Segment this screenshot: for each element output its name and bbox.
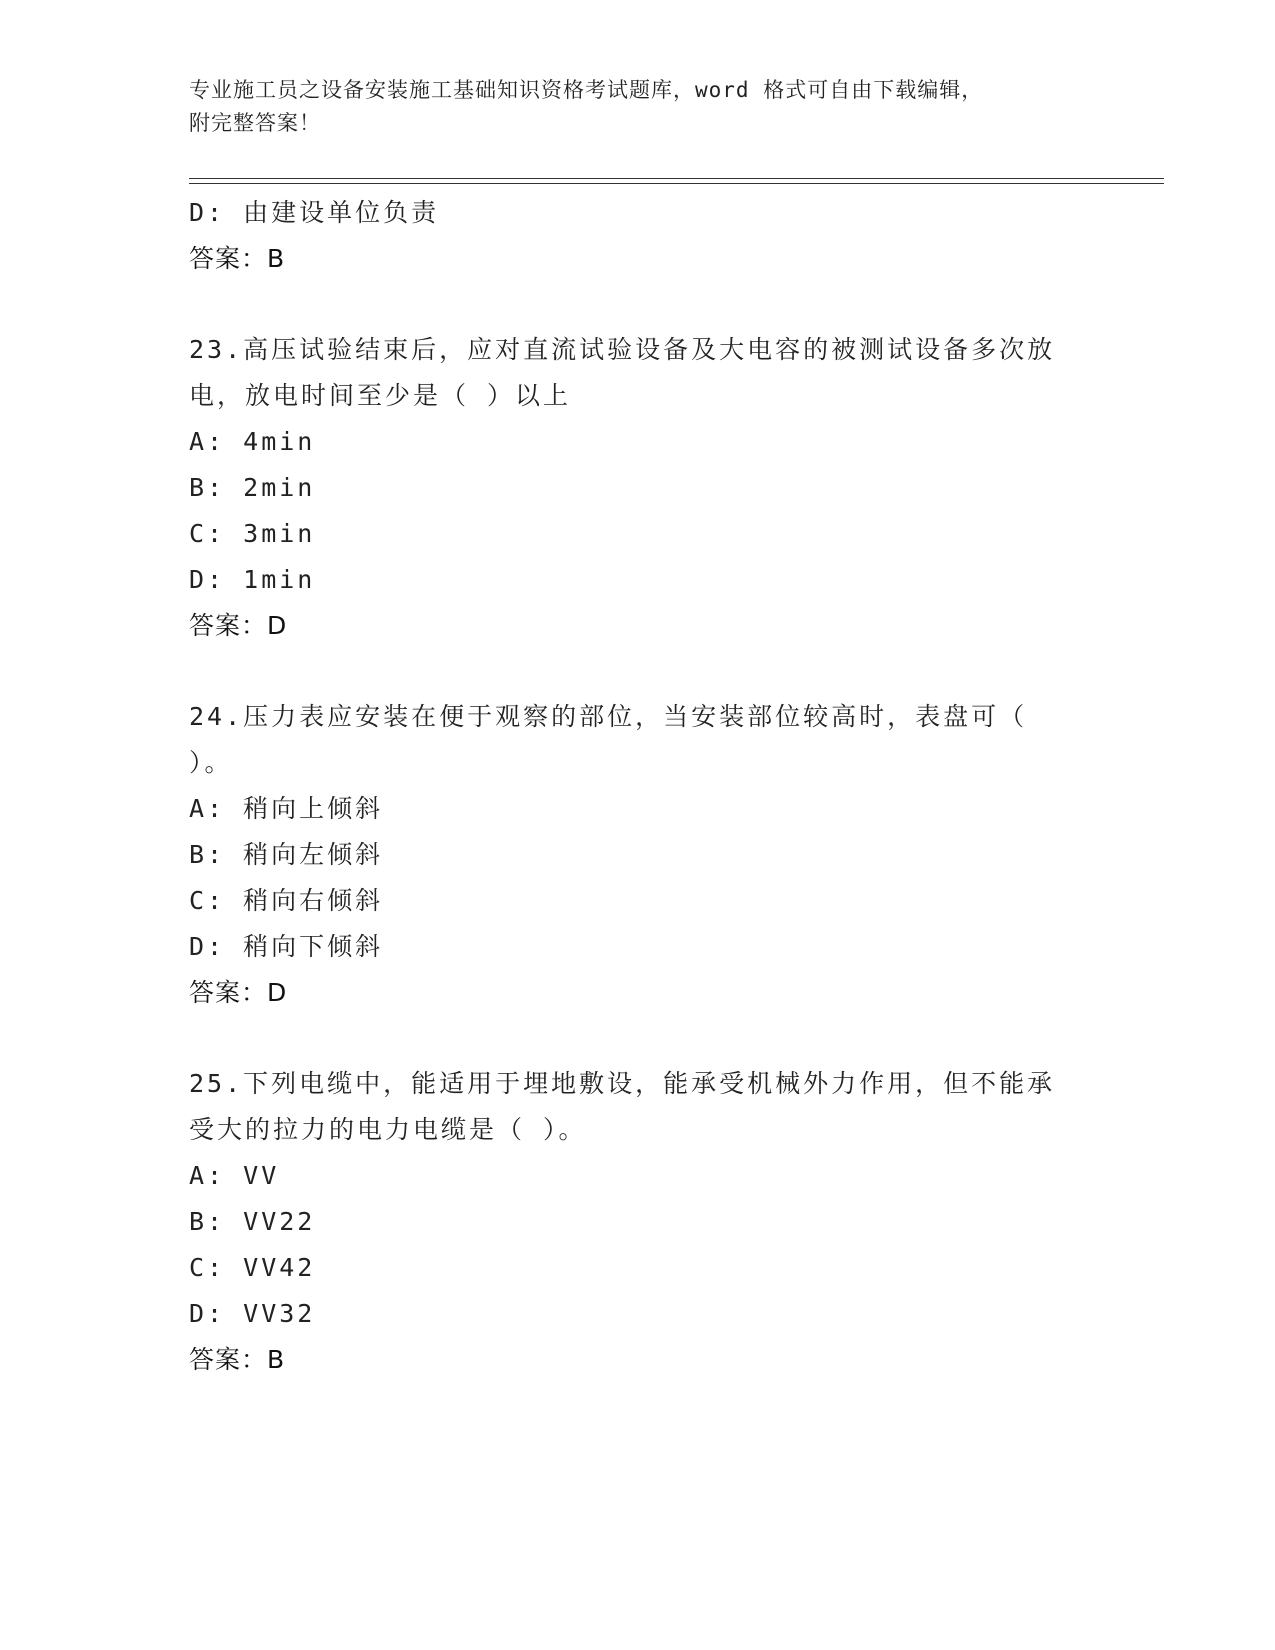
- option-d: D: 1min: [189, 565, 316, 594]
- carryover-option-d: D: 由建设单位负责: [189, 198, 440, 227]
- question-stem-line: 23.高压试验结束后，应对直流试验设备及大电容的被测试设备多次放: [189, 335, 1056, 364]
- spacer: [189, 282, 1089, 327]
- question-block: [189, 1061, 1089, 1383]
- option-a: A: 4min: [189, 427, 316, 456]
- question-stem-line: 24.压力表应安装在便于观察的部位，当安装部位较高时，表盘可（: [189, 702, 1028, 731]
- question-stem-line: ）。: [189, 748, 233, 777]
- question-content: [189, 190, 1089, 1383]
- option-b: B: 2min: [189, 473, 316, 502]
- option-c: C: 稍向右倾斜: [189, 886, 384, 915]
- document-header: [189, 74, 1089, 140]
- header-divider-bottom: [189, 183, 1164, 184]
- option-a: A: VV: [189, 1161, 280, 1190]
- header-line-2: 附完整答案！: [189, 111, 321, 135]
- header-divider-top: [189, 178, 1164, 179]
- answer-line: 答案：D: [189, 611, 288, 640]
- answer-line: 答案：D: [189, 978, 288, 1007]
- question-stem-line: 电，放电时间至少是（ ）以上: [189, 381, 572, 410]
- option-d: D: VV32: [189, 1299, 316, 1328]
- carryover-answer: 答案：B: [189, 244, 286, 273]
- header-line-1: 专业施工员之设备安装施工基础知识资格考试题库，word 格式可自由下载编辑，: [189, 78, 984, 102]
- question-stem-line: 受大的拉力的电力电缆是（ ）。: [189, 1115, 587, 1144]
- spacer: [189, 1016, 1089, 1061]
- question-block: [189, 327, 1089, 649]
- question-stem-line: 25.下列电缆中，能适用于埋地敷设，能承受机械外力作用，但不能承: [189, 1069, 1056, 1098]
- option-a: A: 稍向上倾斜: [189, 794, 384, 823]
- option-d: D: 稍向下倾斜: [189, 932, 384, 961]
- answer-line: 答案：B: [189, 1345, 286, 1374]
- option-b: B: VV22: [189, 1207, 316, 1236]
- spacer: [189, 649, 1089, 694]
- option-b: B: 稍向左倾斜: [189, 840, 384, 869]
- option-c: C: 3min: [189, 519, 316, 548]
- question-block: [189, 694, 1089, 1016]
- option-c: C: VV42: [189, 1253, 316, 1282]
